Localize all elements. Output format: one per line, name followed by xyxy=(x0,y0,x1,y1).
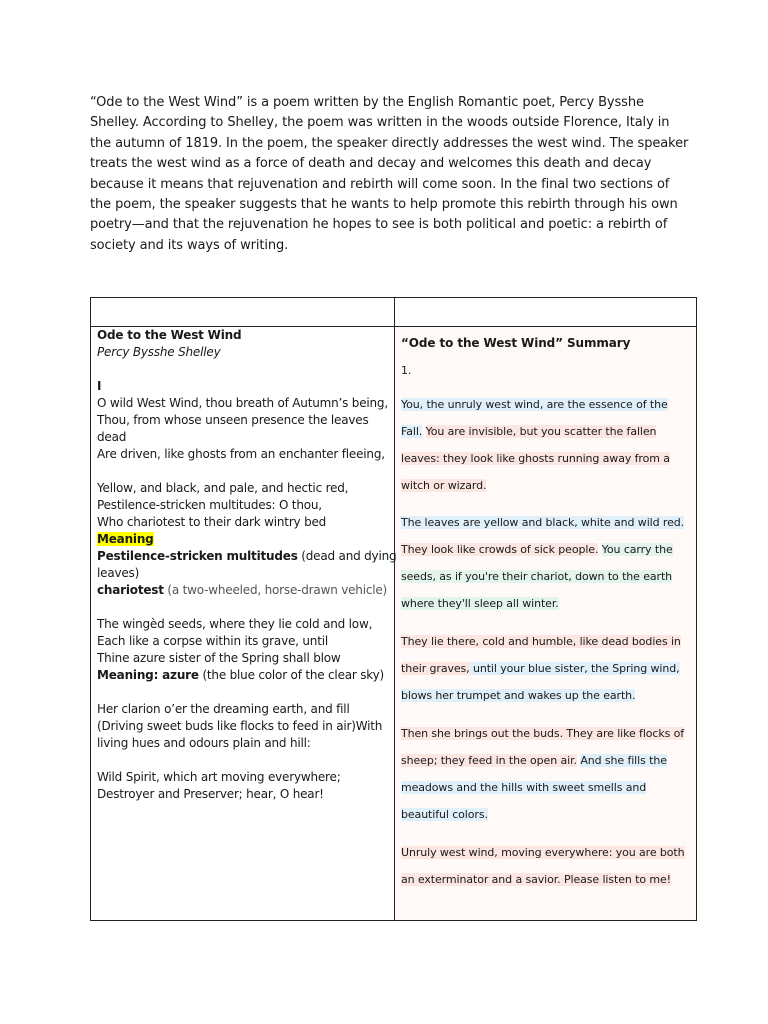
summary-segment: Then she brings out the buds. They are like flocks of sheep; they feed in the open air. xyxy=(401,727,685,767)
summary-segment: You are invisible, but you scatter the fallen leaves: they look like ghosts running away from a witch or wizard. xyxy=(401,425,670,492)
summary-segment: until your blue sister, the Spring wind, blows her trumpet and wakes up the earth. xyxy=(401,662,680,702)
summary-title: “Ode to the West Wind” Summary xyxy=(401,336,631,350)
summary-paragraph xyxy=(401,509,691,617)
summary-segment: You carry the seeds, as if you're their chariot, down to the earth where they'll sleep all winter. xyxy=(401,543,673,610)
summary-segment: And she fills the meadows and the hills with sweet smells and beautiful colors. xyxy=(401,754,667,821)
gloss-term: chariotest xyxy=(97,583,164,597)
intro-paragraph: “Ode to the West Wind” is a poem written by the English Romantic poet, Percy Bysshe Shelley. According to Shelley, the poem was written in the woods outside Florence, Italy in the autumn of 1819. In the poem, the speaker directly addresses the west wind. The speaker treats the west wind as a force of death and decay and welcomes this death and decay because it means that rejuvenation and rebirth will come soon. In the final two sections of the poem, the speaker suggests that he wants to help promote this rebirth through his own poetry—and that the rejuvenation he hopes to see is both political and poetic: a rebirth of society and its ways of writing. xyxy=(90,95,689,253)
poem-line: The wingèd seeds, where they lie cold and low, xyxy=(97,617,373,631)
summary-paragraph xyxy=(401,720,691,828)
poem-line: Destroyer and Preserver; hear, O hear! xyxy=(97,787,324,801)
poem-line: dead xyxy=(97,430,127,444)
gloss-definition: (a two-wheeled, horse-drawn vehicle) xyxy=(163,583,388,597)
summary-segment: They lie there, cold and humble, like dead bodies in their graves, xyxy=(401,635,681,675)
summary-number: 1. xyxy=(401,364,412,377)
poem-title: Ode to the West Wind xyxy=(97,328,242,342)
poem-line: Wild Spirit, which art moving everywhere; xyxy=(97,770,341,784)
summary-segment: The leaves are yellow and black, white and wild red. xyxy=(401,516,685,529)
poem-line: Yellow, and black, and pale, and hectic red, xyxy=(97,481,349,495)
summary-paragraph xyxy=(401,839,691,893)
summary-segment: You, the unruly west wind, are the essence of the Fall. xyxy=(401,398,668,438)
summary-segment: They look like crowds of sick people. xyxy=(401,543,599,556)
poem-line: Are driven, like ghosts from an enchanter fleeing, xyxy=(97,447,385,461)
poem-line: living hues and odours plain and hill: xyxy=(97,736,311,750)
gloss-term: Pestilence-stricken multitudes xyxy=(97,549,298,563)
poem-line: Thine azure sister of the Spring shall blow xyxy=(97,651,341,665)
table-column-divider xyxy=(394,298,395,920)
poem-section-number: I xyxy=(97,379,102,393)
meaning-label: Meaning xyxy=(97,532,154,546)
gloss-definition: leaves) xyxy=(97,566,140,580)
summary-paragraph xyxy=(401,628,691,709)
poem-line: Her clarion o’er the dreaming earth, and fill xyxy=(97,702,350,716)
gloss-definition: (the blue color of the clear sky) xyxy=(198,668,385,682)
poem-line: Each like a corpse within its grave, until xyxy=(97,634,328,648)
summary-segment: Unruly west wind, moving everywhere: you are both an exterminator and a savior. Please listen to me! xyxy=(401,846,685,886)
poem-line: (Driving sweet buds like flocks to feed in air)With xyxy=(97,719,383,733)
poem-line: O wild West Wind, thou breath of Autumn’s being, xyxy=(97,396,388,410)
poem-line: Who chariotest to their dark wintry bed xyxy=(97,515,327,529)
summary-paragraph xyxy=(401,391,691,499)
poem-line: Thou, from whose unseen presence the leaves xyxy=(97,413,369,427)
poem-table xyxy=(90,297,697,921)
poem-author: Percy Bysshe Shelley xyxy=(97,345,221,359)
poem-cell xyxy=(97,327,397,803)
gloss-definition: (dead and dying xyxy=(297,549,397,563)
gloss-term: Meaning: azure xyxy=(97,668,199,682)
poem-line: Pestilence-stricken multitudes: O thou, xyxy=(97,498,322,512)
summary-cell xyxy=(401,327,691,893)
